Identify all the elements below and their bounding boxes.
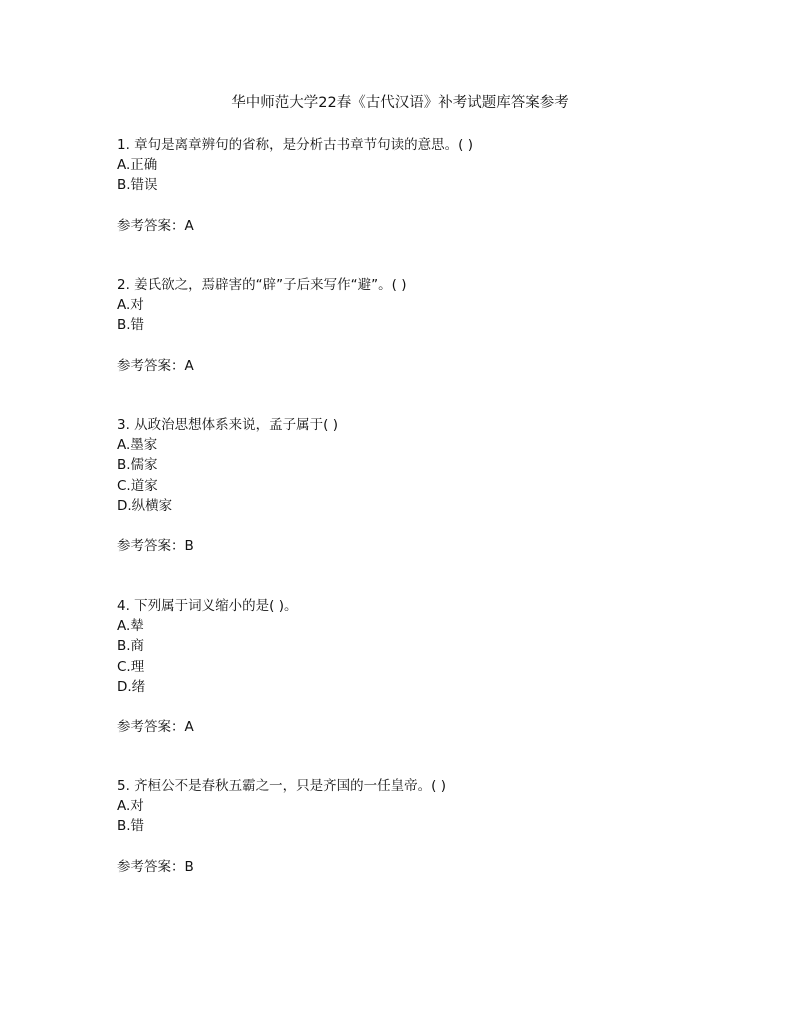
question-stem: 4. 下列属于词义缩小的是( )。 — [117, 598, 298, 614]
question-stem: 2. 姜氏欲之，焉辟害的“辟”子后来写作“避”。( ) — [117, 277, 407, 293]
reference-answer: 参考答案：A — [117, 357, 194, 374]
option-b: B.商 — [117, 638, 145, 655]
reference-answer: 参考答案：B — [117, 858, 194, 875]
option-c: C.理 — [117, 658, 145, 675]
question-stem: 3. 从政治思想体系来说，孟子属于( ) — [117, 417, 338, 433]
option-b: B.错 — [117, 317, 145, 334]
option-a: A.对 — [117, 798, 144, 815]
option-b: B.儒家 — [117, 457, 158, 474]
option-a: A.辇 — [117, 618, 144, 635]
question-block — [117, 776, 737, 877]
option-b: B.错 — [117, 818, 145, 835]
question-stem: 1. 章句是离章辨句的省称，是分析古书章节句读的意思。( ) — [117, 137, 473, 153]
question-block — [117, 135, 737, 236]
option-a: A.墨家 — [117, 437, 158, 454]
reference-answer: 参考答案：A — [117, 217, 194, 234]
question-stem: 5. 齐桓公不是春秋五霸之一，只是齐国的一任皇帝。( ) — [117, 778, 446, 794]
question-block — [117, 275, 737, 376]
question-block — [117, 596, 737, 737]
document-title: 华中师范大学22春《古代汉语》补考试题库答案参考 — [231, 95, 569, 111]
option-a: A.正确 — [117, 157, 158, 174]
option-b: B.错误 — [117, 177, 158, 194]
question-block — [117, 415, 737, 556]
option-d: D.纵横家 — [117, 497, 173, 514]
option-d: D.绪 — [117, 678, 146, 695]
option-c: C.道家 — [117, 477, 158, 494]
option-a: A.对 — [117, 297, 144, 314]
reference-answer: 参考答案：B — [117, 537, 194, 554]
reference-answer: 参考答案：A — [117, 718, 194, 735]
